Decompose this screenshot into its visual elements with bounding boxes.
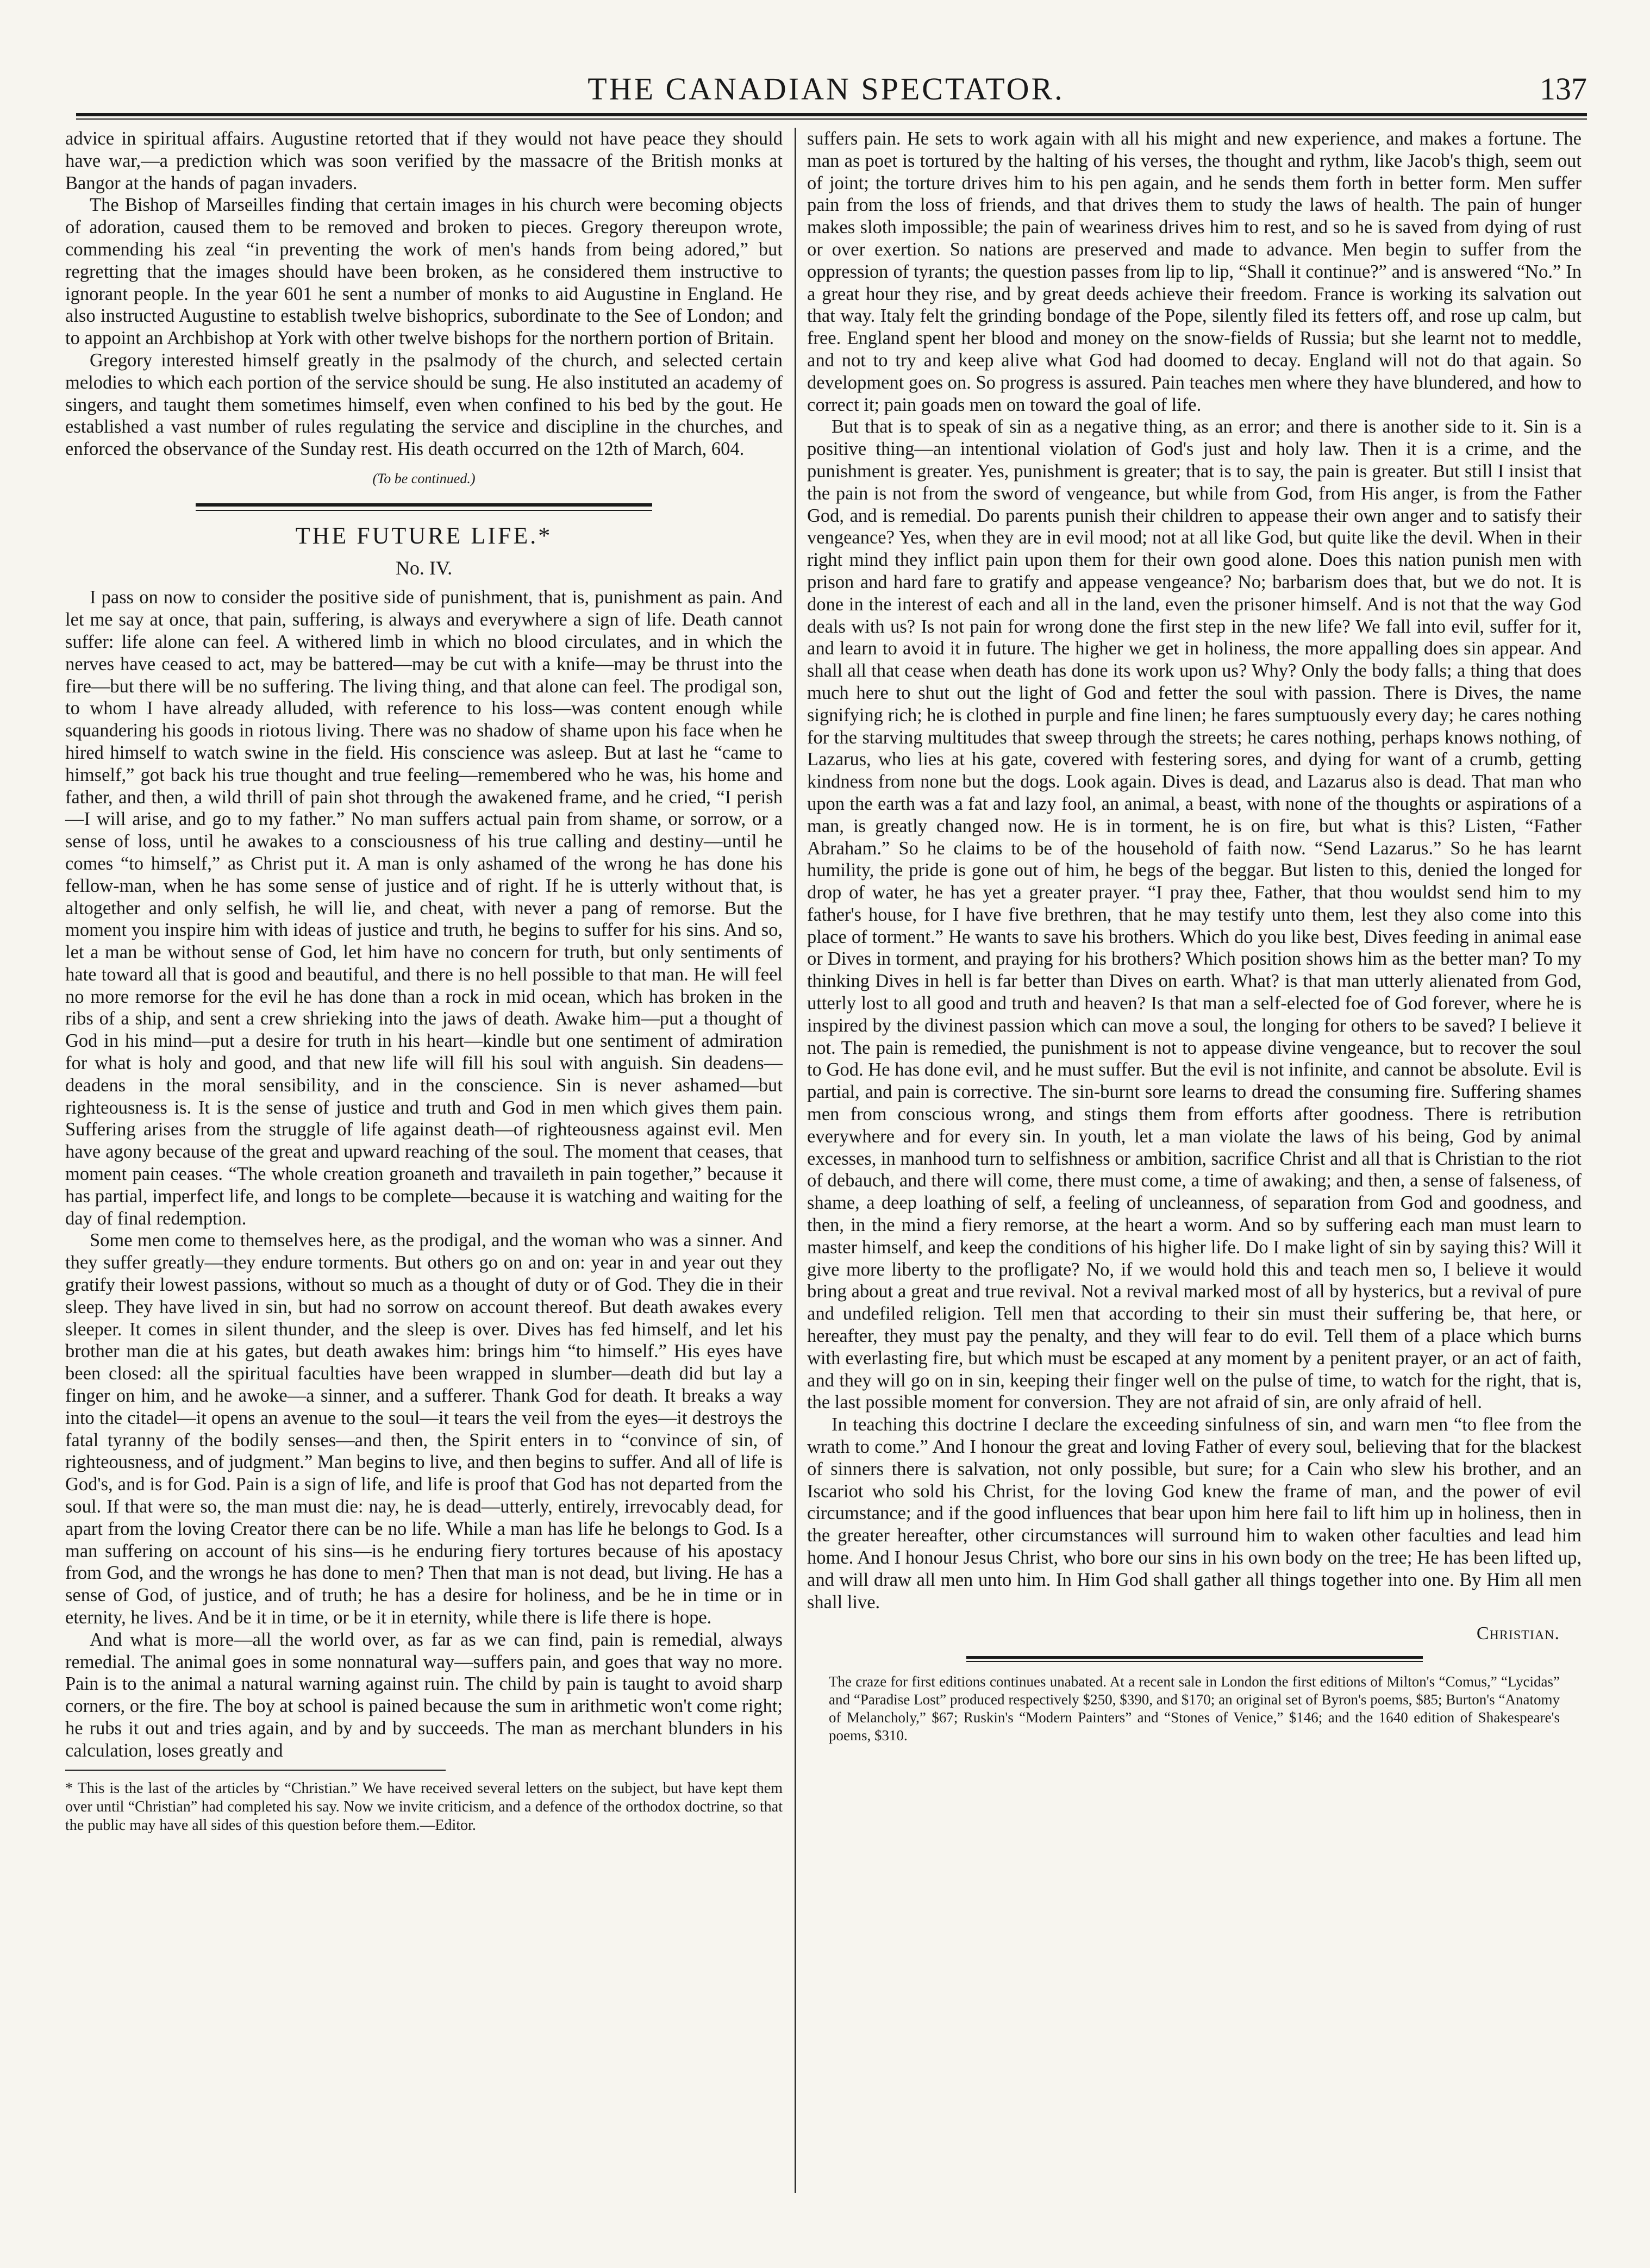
article-number: No. IV. [395, 557, 453, 579]
section-divider-thin [196, 510, 652, 511]
intro-paragraph-2: The Bishop of Marseilles finding that certain images in his church were becoming objects of adoration, caused them to be removed and broken to pieces. Gregory thereupon wrote, commending his zeal “in preventing the work of men's hands from being adored,” but regretting that the images should have been broken, as he considered them instructive to ignorant people. In the year 601 he sent a number of monks to aid Augustine in England. He also instructed Augustine to establish twelve bishoprics, subordinate to the See of London; and to appoint an Archbishop at York with other twelve bishops for the northern portion of Britain. [65, 195, 783, 349]
editor-footnote: * This is the last of the articles by “Christian.” We have received several letters on the subject, but have kept them over until “Christian” had completed his say. Now we invite criticism, and a defence of the orthodox doctrine, so that the public may have all sides of this question before them.—Editor. [65, 1779, 783, 1834]
note-divider-thick [966, 1656, 1423, 1659]
article-paragraph-1: I pass on now to consider the positive side of punishment, that is, punishment as pain. And let me say at once, that pain, suffering, is always and everywhere a sign of life. Death cannot suffer: life alone can feel. A withered limb in which no blood circulates, and in which the nerves have ceased to act, may be battered—may be cut with a knife—may be thrust into the fire—but there will be no suffering. The living thing, and that alone can feel. The prodigal son, to whom I have already alluded, with reference to his loss—was content enough while squandering his goods in riotous living. There was no shadow of shame upon his face when he hired himself to watch swine in the field. His conscience was asleep. But at last he “came to himself,” got back his true thought and true feeling—remembered who he was, his home and father, and then, a wild thrill of pain shot through the awakened frame, and he cried, “I perish—I will arise, and go to my father.” No man suffers actual pain from shame, or sorrow, or a sense of loss, until he awakes to a consciousness of his true calling and destiny—until he comes “to himself,” as Christ put it. A man is only ashamed of the wrong he has done his fellow-man, when he has some sense of justice and of right. If he is utterly without that, is altogether and only selfish, he will lie, and cheat, with never a pang of remorse. But the moment you inspire him with ideas of justice and truth, he begins to suffer for his sins. And so, let a man be without sense of God, let him have no concern for truth, but only sentiments of hate toward all that is good and beautiful, and there is no hell possible to that man. He will feel no more remorse for the evil he has done than a rock in mid ocean, which has broken in the ribs of a ship, and sent a crew shrieking into the jaws of death. Awake him—put a thought of God in his mind—put a desire for truth in his heart—kindle but one sentiment of admiration for what is holy and good, and that new life will fill his soul with anguish. Sin deadens—deadens in the moral sensibility, and in the conscience. Sin is never ashamed—but righteousness is. It is the sense of justice and truth and God in men which gives them pain. Suffering arises from the struggle of life against death—of righteousness against evil. Men have agony because of the great and upward reaching of the soul. The moment that ceases, that moment pain ceases. “The whole creation groaneth and travaileth in pain together,” because it has partial, imperfect life, and longs to be complete—because it is watching and waiting for the day of final redemption. [65, 587, 783, 1229]
publication-title: THE CANADIAN SPECTATOR. [588, 71, 1065, 107]
left-column [65, 128, 783, 1835]
author-signature: Christian. [1476, 1623, 1560, 1644]
section-divider-thick [196, 503, 652, 507]
intro-paragraph-3: Gregory interested himself greatly in the psalmody of the church, and selected certain melodies to which each portion of the service should be sung. He also instituted an academy of singers, and taught them sometimes himself, even when confined to his bed by the gout. He established a vast number of rules regulating the service and discipline in the churches, and enforced the observance of the Sunday rest. His death occurred on the 12th of March, 604. [65, 349, 783, 460]
first-editions-note: The craze for first editions continues unabated. At a recent sale in London the first editions of Milton's “Comus,” “Lycidas” and “Paradise Lost” produced respectively $250, $390, and $170; an original set of Byron's poems, $85; Burton's “Anatomy of Melancholy,” $67; Ruskin's “Modern Painters” and “Stones of Venice,” $146; and the 1640 edition of Shakespeare's poems, $310. [829, 1673, 1560, 1744]
page-number: 137 [1540, 71, 1587, 107]
header-rule-thin [76, 118, 1587, 120]
newspaper-page [65, 0, 1587, 2268]
note-divider-thin [966, 1661, 1423, 1662]
column-divider [795, 128, 796, 2193]
masthead [65, 71, 1587, 109]
right-paragraph-3: In teaching this doctrine I declare the exceeding sinfulness of sin, and warn men “to flee from the wrath to come.” And I honour the great and loving Father of every soul, believing that for the blackest of sinners there is salvation, not only possible, but sure; for a Cain who slew his brother, and an Iscariot who sold his Christ, for the loving God knew the frame of man, and the power of evil circumstance; and if the good influences that bear upon him here fail to lift him up in holiness, then in the greater hereafter, other circumstances will surround him to waken other faculties and lead him home. And I honour Jesus Christ, who bore our sins in his own body on the tree; He has been lifted up, and will draw all men unto him. In Him God shall gather all things together into one. By Him all men shall live. [807, 1414, 1582, 1613]
right-column [807, 128, 1582, 1745]
article-paragraph-3: And what is more—all the world over, as far as we can find, pain is remedial, always remedial. The animal goes in some nonnatural way—suffers pain, and goes that way no more. Pain is to the animal a natural warning against ruin. The child by pain is taught to avoid sharp corners, or the fire. The boy at school is pained because the sum in arithmetic won't come right; he rubs it out and tries again, and by and by succeeds. The man as merchant blunders in his calculation, loses greatly and [65, 1629, 783, 1761]
right-paragraph-2: But that is to speak of sin as a negative thing, as an error; and there is another side to it. Sin is a positive thing—an intentional violation of God's just and holy law. Then it is a crime, and the punishment is greater. Yes, punishment is greater; that is to say, the pain is greater. But still I insist that the pain is not from the sword of vengeance, but while from God, from His anger, is from the Father God, and is remedial. Do parents punish their children to appease their own anger and to satisfy their vengeance? Yes, when they are in evil mood; not at all like God, but quite like the devil. When in their right mind they inflict pain upon them for their own good alone. Does this nation punish men with prison and hard fare to gratify and appease vengeance? No; barbarism does that, but we do not. It is done in the interest of each and all in the land, even the prisoner himself. And is not that the way God deals with us? Is not pain for wrong done the first step in the new life? We fall into evil, suffer for it, and learn to avoid it in future. The higher we get in holiness, the more appalling does sin appear. And shall all that cease when death has done its work upon us? Why? Only the body falls; a thing that does much here to shut out the light of God and fetter the soul with passion. There is Dives, the name signifying rich; he is clothed in purple and fine linen; he fares sumptuously every day; he cares nothing for the starving multitudes that sweep through the streets; he cares nothing, perhaps knows nothing, of Lazarus, who lies at his gate, covered with festering sores, and dying for want of a crumb, getting kindness from none but the dogs. Look again. Dives is dead, and Lazarus also is dead. That man who upon the earth was a fat and lazy fool, an animal, a beast, with none of the thoughts or aspirations of a man, is greatly changed now. He is in torment, he is on fire, but what is this? Listen, “Father Abraham.” So he claims to be of the household of faith now. “Send Lazarus.” So he has learnt humility, the pride is gone out of him, he begs of the beggar. But listen to this, denied the longed for drop of water, he has yet a greater prayer. “I pray thee, Father, that thou wouldst send him to my father's house, for I have five brethren, that he may testify unto them, lest they also come into this place of torment.” He wants to save his brothers. Which do you like best, Dives feeding in animal ease or Dives in torment, and praying for his brothers? Which position shows him as the better man? To my thinking Dives in hell is far better than Dives on earth. What? is that man utterly alienated from God, utterly lost to all good and truth and heaven? Is that man a self-elected foe of God forever, where he is inspired by the divinest passion which can move a soul, the longing for others to be saved? I believe it not. The pain is remedied, the punishment is not to appease divine vengeance, but to recover the soul to God. He has done evil, and he must suffer. But the evil is not infinite, and cannot be absolute. Evil is partial, and pain is corrective. The sin-burnt sore learns to dread the consuming fire. Suffering shames men from conscious wrong, and stings them from efforts after goodness. There is retribution everywhere and for every sin. In youth, let a man violate the laws of his being, God by animal excesses, in manhood turn to selfishness or ambition, sacrifice Christ and all that is Christian to the riot of debauch, and there will come, there must come, a time of awaking; and then, a sense of falseness, of shame, a deep loathing of self, a feeling of uncleanness, of separation from God and goodness, and then, in the mind a fiery remorse, at the heart a worm. And so by suffering each man must learn to master himself, and keep the conditions of his higher life. Do I make light of sin by saying this? Will it give more liberty to the profligate? No, if we would hold this and teach men so, I believe it would bring about a great and true revival. Not a revival marked most of all by hysterics, but a revival of pure and undefiled religion. Tell men that according to their sin must their suffering be, that here, or hereafter, they must pay the penalty, and they will fear to do evil. Tell them of a place which burns with everlasting fire, but which must be escaped at any moment by a penitent prayer, or an act of faith, and they will go on in sin, keeping their finger well on the pulse of time, to watch for the right, that is, the last possible moment for conversion. They are not afraid of sin, are only afraid of hell. [807, 416, 1582, 1413]
continued-note: (To be continued.) [372, 470, 476, 486]
article-paragraph-2: Some men come to themselves here, as the prodigal, and the woman who was a sinner. And they suffer greatly—they endure torments. But others go on and on: year in and year out they gratify their lowest passions, without so much as a thought of duty or of God. They die in their sleep. They have lived in sin, but had no sorrow on account thereof. But death awakes every sleeper. It comes in silent thunder, and the sleep is over. Dives has fed himself, and let his brother man die at his gates, but death awakes him: brings him “to himself.” His eyes have been closed: all the spiritual faculties have been wrapped in slumber—death did but lay a finger on him, and he awoke—a sinner, and a sufferer. Thank God for death. It breaks a way into the citadel—it opens an avenue to the soul—it tears the veil from the eyes—it destroys the fatal tyranny of the bodily senses—and then, the Spirit enters in to “convince of sin, of righteousness, and of judgment.” Man begins to live, and then begins to suffer. And all of life is God's, and is for God. Pain is a sign of life, and life is proof that God has not departed from the soul. If that were so, the man must die: nay, he is dead—utterly, entirely, irrevocably dead, for apart from the loving Creator there can be no life. While a man has life he belongs to God. Is a man suffering on account of his sins—is he enduring fiery tortures because of his apostacy from God, and the wrongs he has done to men? Then that man is not dead, but living. He has a sense of God, of justice, and of truth; he has a desire for holiness, and be he in time or in eternity, he lives. And be it in time, or be it in eternity, while there is life there is hope. [65, 1230, 783, 1628]
right-paragraph-1: suffers pain. He sets to work again with all his might and new experience, and makes a fortune. The man as poet is tortured by the halting of his verses, the thought and rythm, like Jacob's thigh, seem out of joint; the torture drives him to his pen again, and he sends them forth in better form. Men suffer pain from the loss of friends, and that drives them to study the laws of health. The pain of hunger makes sloth impossible; the pain of weariness drives him to rest, and so he is saved from dying of rust or over exertion. So nations are preserved and made to advance. Men begin to suffer from the oppression of tyrants; the question passes from lip to lip, “Shall it continue?” and is answered “No.” In a great hour they rise, and by great deeds achieve their freedom. France is working its salvation out that way. Italy felt the grinding bondage of the Pope, silently filed its fetters off, and rose up calm, but free. England spent her blood and money on the snow-fields of Russia; but she learnt not to meddle, and not to try and keep alive what God had doomed to decay. England will not do that again. So development goes on. So progress is assured. Pain teaches men where they have blundered, and how to correct it; pain goads men on toward the goal of life. [807, 128, 1582, 415]
header-rule-thick [76, 113, 1587, 116]
intro-paragraph-1: advice in spiritual affairs. Augustine retorted that if they would not have peace they should have war,—a prediction which was soon verified by the massacre of the British monks at Bangor at the hands of pagan invaders. [65, 128, 783, 193]
article-title: THE FUTURE LIFE.* [295, 522, 553, 549]
footnote-rule [65, 1770, 446, 1771]
